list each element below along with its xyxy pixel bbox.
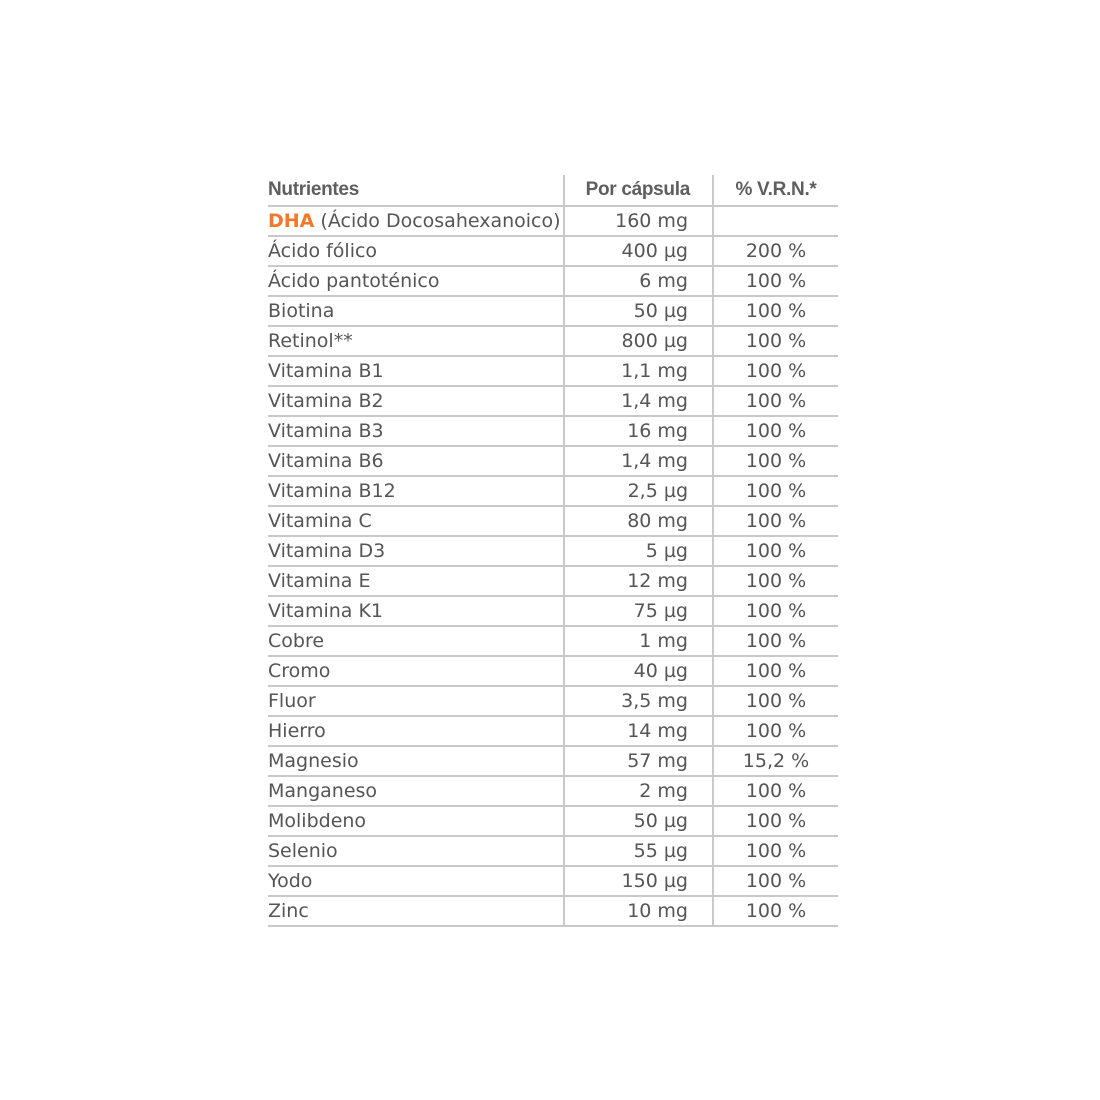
nutrient-vrn: 100 %: [713, 296, 838, 326]
nutrient-name: Vitamina C: [268, 506, 564, 536]
table-row: [268, 506, 838, 536]
nutrient-name: Ácido pantoténico: [268, 266, 564, 296]
header-amount: Por cápsula: [564, 175, 713, 206]
nutrient-name: Cromo: [268, 656, 564, 686]
nutrient-vrn: 100 %: [713, 686, 838, 716]
header-row: [268, 175, 838, 206]
table-row: [268, 236, 838, 266]
nutrient-vrn: 100 %: [713, 386, 838, 416]
nutrient-name: Biotina: [268, 296, 564, 326]
nutrient-name: Vitamina D3: [268, 536, 564, 566]
nutrient-name: Yodo: [268, 866, 564, 896]
nutrient-amount: 14 mg: [564, 716, 713, 746]
table-row: [268, 626, 838, 656]
nutrient-vrn: 100 %: [713, 356, 838, 386]
nutrient-vrn: 100 %: [713, 836, 838, 866]
table-row: [268, 416, 838, 446]
table-row: [268, 746, 838, 776]
nutrient-amount: 55 µg: [564, 836, 713, 866]
nutrient-amount: 3,5 mg: [564, 686, 713, 716]
table-row: [268, 536, 838, 566]
table-row: [268, 356, 838, 386]
nutrient-amount: 40 µg: [564, 656, 713, 686]
nutrient-name: Vitamina B12: [268, 476, 564, 506]
nutrient-amount: 1 mg: [564, 626, 713, 656]
dha-description: (Ácido Docosahexanoico): [314, 210, 561, 232]
nutrition-table: [268, 175, 838, 927]
nutrient-vrn: 200 %: [713, 236, 838, 266]
nutrient-vrn: 100 %: [713, 416, 838, 446]
nutrient-amount: 2 mg: [564, 776, 713, 806]
nutrient-vrn: 100 %: [713, 896, 838, 926]
nutrient-vrn: 100 %: [713, 866, 838, 896]
nutrient-vrn: 100 %: [713, 446, 838, 476]
nutrient-amount: 75 µg: [564, 596, 713, 626]
nutrient-vrn: 100 %: [713, 596, 838, 626]
nutrient-amount: 50 µg: [564, 806, 713, 836]
nutrient-vrn: 100 %: [713, 566, 838, 596]
header-vrn: % V.R.N.*: [713, 175, 838, 206]
table-row: [268, 896, 838, 926]
table-row: [268, 686, 838, 716]
dha-label: DHA: [268, 210, 315, 232]
nutrient-name: Hierro: [268, 716, 564, 746]
nutrient-amount: 80 mg: [564, 506, 713, 536]
table-row: [268, 566, 838, 596]
table-row: [268, 866, 838, 896]
table-row: [268, 296, 838, 326]
nutrient-name: Magnesio: [268, 746, 564, 776]
nutrient-amount: 50 µg: [564, 296, 713, 326]
nutrient-vrn: 15,2 %: [713, 746, 838, 776]
nutrient-vrn-dha: [713, 206, 838, 236]
nutrient-name: Zinc: [268, 896, 564, 926]
nutrient-vrn: 100 %: [713, 776, 838, 806]
nutrient-name: Cobre: [268, 626, 564, 656]
nutrient-name: Vitamina E: [268, 566, 564, 596]
table-row: [268, 836, 838, 866]
nutrient-vrn: 100 %: [713, 626, 838, 656]
nutrient-amount: 1,4 mg: [564, 446, 713, 476]
nutrient-amount: 1,4 mg: [564, 386, 713, 416]
nutrient-amount: 2,5 µg: [564, 476, 713, 506]
table-row: [268, 656, 838, 686]
nutrient-name: Retinol**: [268, 326, 564, 356]
nutrient-name: Molibdeno: [268, 806, 564, 836]
nutrient-amount: 400 µg: [564, 236, 713, 266]
nutrient-amount: 5 µg: [564, 536, 713, 566]
nutrient-amount: 10 mg: [564, 896, 713, 926]
nutrient-amount: 16 mg: [564, 416, 713, 446]
table-row: [268, 446, 838, 476]
table-row: [268, 776, 838, 806]
nutrient-amount: 57 mg: [564, 746, 713, 776]
nutrient-vrn: 100 %: [713, 656, 838, 686]
nutrient-amount: 150 µg: [564, 866, 713, 896]
nutrient-vrn: 100 %: [713, 266, 838, 296]
table-row: [268, 596, 838, 626]
nutrient-name: Manganeso: [268, 776, 564, 806]
nutrient-amount: 6 mg: [564, 266, 713, 296]
nutrient-vrn: 100 %: [713, 806, 838, 836]
nutrient-name: Vitamina B6: [268, 446, 564, 476]
nutrient-vrn: 100 %: [713, 326, 838, 356]
nutrient-name: Vitamina B1: [268, 356, 564, 386]
table-row: [268, 476, 838, 506]
nutrient-name: Vitamina B2: [268, 386, 564, 416]
nutrient-vrn: 100 %: [713, 506, 838, 536]
nutrient-amount-dha: 160 mg: [564, 206, 713, 236]
nutrient-amount: 1,1 mg: [564, 356, 713, 386]
table-row: [268, 386, 838, 416]
table-row: [268, 806, 838, 836]
table-row-dha: [268, 206, 838, 236]
table-row: [268, 716, 838, 746]
nutrient-name: Vitamina B3: [268, 416, 564, 446]
table-row: [268, 266, 838, 296]
nutrient-amount: 12 mg: [564, 566, 713, 596]
nutrient-name: Selenio: [268, 836, 564, 866]
nutrient-vrn: 100 %: [713, 536, 838, 566]
nutrient-name: Fluor: [268, 686, 564, 716]
table-header: [268, 175, 838, 206]
nutrient-name: Vitamina K1: [268, 596, 564, 626]
table-row: [268, 326, 838, 356]
nutrient-name: Ácido fólico: [268, 236, 564, 266]
table-body: [268, 206, 838, 926]
nutrient-name-dha: [268, 206, 564, 236]
nutrient-vrn: 100 %: [713, 476, 838, 506]
header-nutrient: Nutrientes: [268, 175, 564, 206]
nutrient-amount: 800 µg: [564, 326, 713, 356]
nutrient-vrn: 100 %: [713, 716, 838, 746]
